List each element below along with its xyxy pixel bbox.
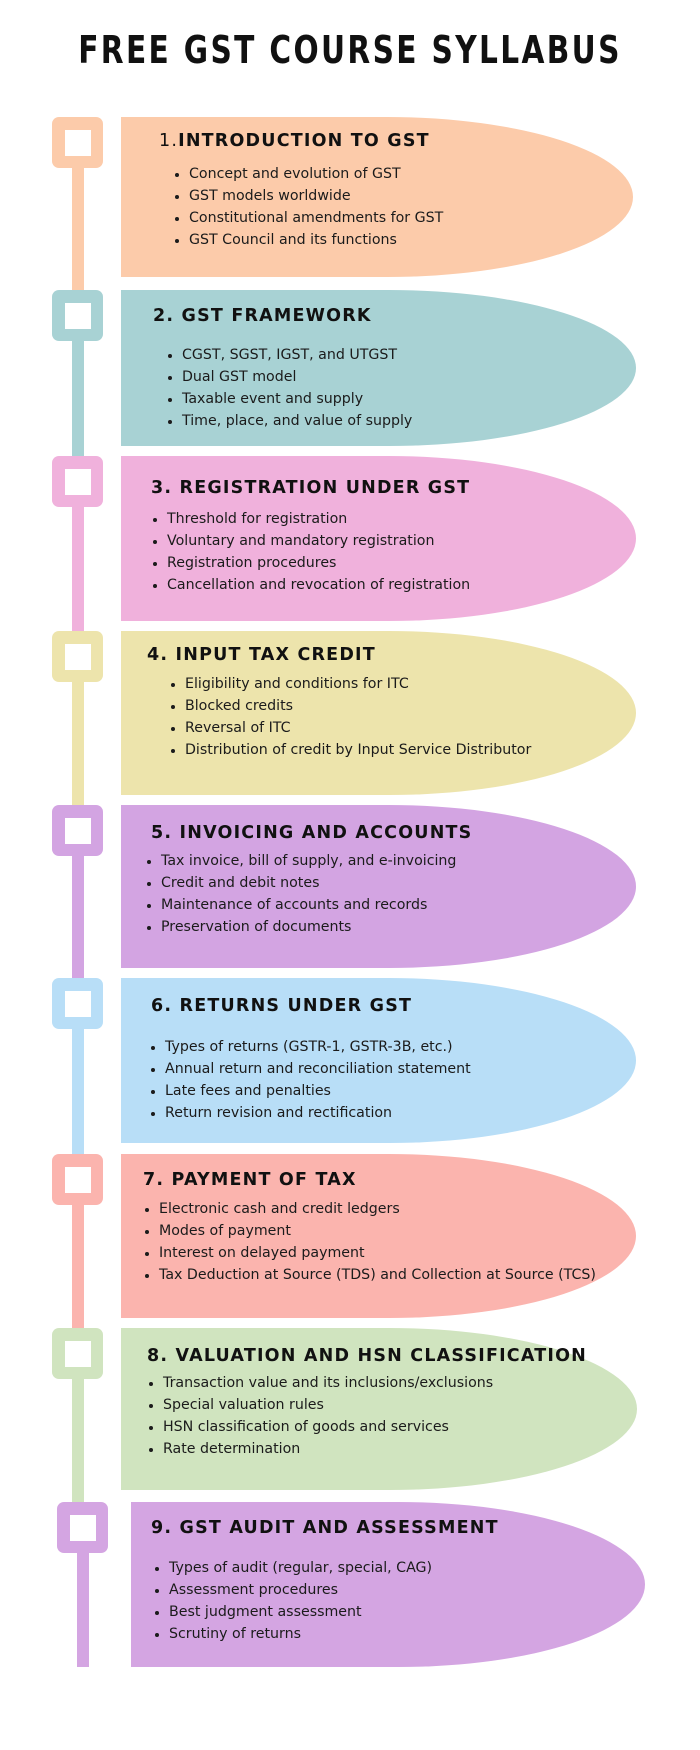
timeline-connector [72, 671, 84, 811]
section-card [121, 117, 633, 277]
section-heading-text: INVOICING AND ACCOUNTS [179, 823, 473, 843]
topic-item: Tax invoice, bill of supply, and e-invoicing [145, 850, 456, 872]
section-heading-text: INPUT TAX CREDIT [175, 645, 376, 665]
timeline-connector [77, 1542, 89, 1667]
topic-item: Voluntary and mandatory registration [151, 530, 470, 552]
topic-item: Rate determination [147, 1438, 493, 1460]
topic-item: Types of returns (GSTR-1, GSTR-3B, etc.) [149, 1036, 471, 1058]
section-number: 7. [143, 1170, 172, 1190]
syllabus-section-5 [0, 805, 700, 968]
topic-item: GST models worldwide [173, 185, 443, 207]
section-card [121, 631, 636, 795]
timeline-connector [72, 330, 84, 462]
topic-item: Credit and debit notes [145, 872, 456, 894]
section-card [121, 805, 636, 968]
timeline-connector [72, 845, 84, 984]
section-card [121, 978, 636, 1143]
topic-list [166, 344, 412, 432]
section-heading-text: REGISTRATION UNDER GST [179, 478, 471, 498]
topic-item: Time, place, and value of supply [166, 410, 412, 432]
syllabus-section-7 [0, 1154, 700, 1318]
topic-item: Transaction value and its inclusions/exclusions [147, 1372, 493, 1394]
section-heading-text: GST AUDIT AND ASSESSMENT [179, 1518, 499, 1538]
section-heading [151, 478, 470, 498]
section-heading [143, 1170, 357, 1190]
section-number: 5. [151, 823, 180, 843]
checkbox-square-icon [57, 1502, 108, 1553]
topic-item: GST Council and its functions [173, 229, 443, 251]
topic-list [149, 1036, 471, 1124]
timeline-connector [72, 496, 84, 637]
section-heading [159, 131, 430, 151]
topic-list [147, 1372, 493, 1460]
topic-item: Assessment procedures [153, 1579, 432, 1601]
topic-item: Constitutional amendments for GST [173, 207, 443, 229]
section-number: 4. [147, 645, 176, 665]
topic-list [151, 508, 470, 596]
topic-item: Blocked credits [169, 695, 531, 717]
topic-list [153, 1557, 432, 1645]
topic-list [145, 850, 456, 938]
topic-item: Annual return and reconciliation statement [149, 1058, 471, 1080]
topic-item: Reversal of ITC [169, 717, 531, 739]
timeline-connector [72, 1368, 84, 1508]
topic-item: Interest on delayed payment [143, 1242, 596, 1264]
syllabus-section-3 [0, 456, 700, 621]
topic-item: Registration procedures [151, 552, 470, 574]
timeline-connector [72, 1194, 84, 1334]
syllabus-section-4 [0, 631, 700, 795]
syllabus-section-2 [0, 290, 700, 446]
topic-item: Cancellation and revocation of registration [151, 574, 470, 596]
section-number: 1. [159, 131, 179, 151]
checkbox-square-icon [52, 978, 103, 1029]
section-number: 3. [151, 478, 180, 498]
section-number: 9. [151, 1518, 180, 1538]
section-heading-text: VALUATION AND HSN CLASSIFICATION [175, 1346, 588, 1366]
section-heading [147, 1346, 587, 1366]
topic-item: Scrutiny of returns [153, 1623, 432, 1645]
topic-item: Dual GST model [166, 366, 412, 388]
topic-item: Electronic cash and credit ledgers [143, 1198, 596, 1220]
checkbox-square-icon [52, 805, 103, 856]
checkbox-square-icon [52, 290, 103, 341]
section-heading [153, 306, 372, 326]
section-heading [147, 645, 376, 665]
syllabus-section-9 [0, 1502, 700, 1667]
section-card [121, 1328, 637, 1490]
topic-list [169, 673, 531, 761]
section-number: 6. [151, 996, 180, 1016]
topic-item: Best judgment assessment [153, 1601, 432, 1623]
checkbox-square-icon [52, 1328, 103, 1379]
topic-item: CGST, SGST, IGST, and UTGST [166, 344, 412, 366]
topic-item: Late fees and penalties [149, 1080, 471, 1102]
topic-list [143, 1198, 596, 1286]
timeline-connector [72, 157, 84, 296]
topic-item: Concept and evolution of GST [173, 163, 443, 185]
topic-item: Distribution of credit by Input Service Distributor [169, 739, 531, 761]
page-title: FREE GST COURSE SYLLABUS [78, 28, 622, 72]
section-card [121, 290, 636, 446]
section-heading-text: RETURNS UNDER GST [179, 996, 413, 1016]
section-card [131, 1502, 645, 1667]
topic-list [173, 163, 443, 251]
section-card [121, 1154, 636, 1318]
topic-item: Taxable event and supply [166, 388, 412, 410]
checkbox-square-icon [52, 456, 103, 507]
section-heading [151, 823, 472, 843]
section-card [121, 456, 636, 621]
topic-item: Modes of payment [143, 1220, 596, 1242]
section-heading-text: GST FRAMEWORK [181, 306, 372, 326]
topic-item: Threshold for registration [151, 508, 470, 530]
topic-item: Tax Deduction at Source (TDS) and Collection at Source (TCS) [143, 1264, 596, 1286]
section-number: 8. [147, 1346, 176, 1366]
syllabus-section-1 [0, 117, 700, 277]
section-heading [151, 1518, 499, 1538]
checkbox-square-icon [52, 1154, 103, 1205]
topic-item: Eligibility and conditions for ITC [169, 673, 531, 695]
section-number: 2. [153, 306, 182, 326]
topic-item: Return revision and rectification [149, 1102, 471, 1124]
checkbox-square-icon [52, 117, 103, 168]
section-heading [151, 996, 412, 1016]
section-heading-text: INTRODUCTION TO GST [178, 131, 430, 151]
topic-item: Special valuation rules [147, 1394, 493, 1416]
syllabus-section-8 [0, 1328, 700, 1490]
section-heading-text: PAYMENT OF TAX [171, 1170, 357, 1190]
topic-item: Preservation of documents [145, 916, 456, 938]
topic-item: Maintenance of accounts and records [145, 894, 456, 916]
syllabus-section-6 [0, 978, 700, 1143]
checkbox-square-icon [52, 631, 103, 682]
topic-item: Types of audit (regular, special, CAG) [153, 1557, 432, 1579]
timeline-connector [72, 1018, 84, 1160]
topic-item: HSN classification of goods and services [147, 1416, 493, 1438]
